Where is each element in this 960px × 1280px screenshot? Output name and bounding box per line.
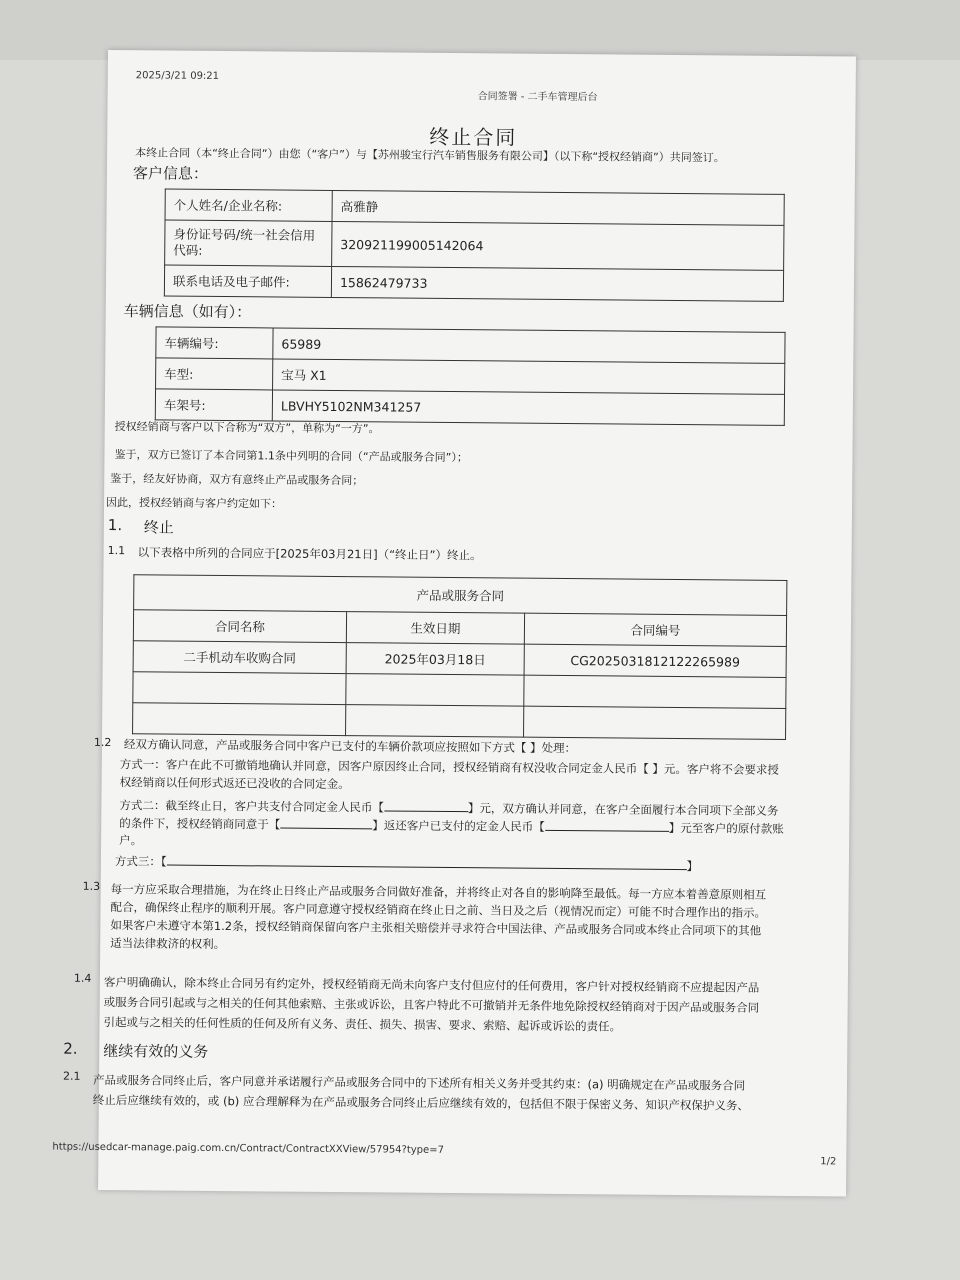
row-label: 个人姓名/企业名称: (165, 189, 332, 221)
clause-1-1-number: 1.1 (107, 544, 126, 558)
method-1-line-1: 方式一：客户在此不可撤销地确认并同意，因客户原因终止合同，授权经销商有权没收合同定金人民币【 】元。客户将不会要求授 (119, 757, 779, 777)
row-label: 车架号: (155, 389, 272, 421)
method-1-line-2: 权经销商以任何形式返还已没收的合同定金。 (119, 775, 350, 792)
table-row (165, 220, 784, 270)
customer-heading: 客户信息： (132, 164, 209, 183)
customer-info-table (164, 189, 785, 302)
method-2-text-a: 方式二：截至终止日，客户共支付合同定金人民币【 (119, 798, 384, 815)
clause-1-4-text (103, 972, 833, 1038)
contract-table (132, 574, 787, 740)
method-2-text-d: 】返还客户已支付的定金人民币【 (372, 818, 545, 834)
clause-line: 每一方应采取合理措施，为在终止日终止产品或服务合同做好准备，并将终止对各自的影响降至最低。每一方应本着善意原则相互 (110, 882, 767, 902)
section-2-number: 2. (63, 1039, 78, 1058)
table-row (164, 265, 783, 301)
empty-cell (346, 674, 524, 707)
parties-paragraph: 授权经销商与客户以下合称为“双方”，单称为“一方”。 (114, 420, 380, 436)
method-3-line (115, 852, 698, 874)
refund-date-blank[interactable] (280, 816, 372, 830)
print-site-title: 合同签署 - 二手车管理后台 (477, 91, 598, 104)
clause-line: 产品或服务合同终止后，客户同意并承诺履行产品或服务合同中的下述所有相关义务并受其约束：(a) 明确规定在产品或服务合同 (92, 1072, 746, 1093)
customer-phone: 15862479733 (331, 266, 783, 301)
clause-1-1-text: 以下表格中所列的合同应于[2025年03月21日]（“终止日”）终止。 (137, 545, 482, 563)
cell-contract-name: 二手机动车收购合同 (133, 641, 346, 674)
empty-cell (524, 675, 786, 708)
cell-effective-date: 2025年03月18日 (346, 643, 524, 676)
cell-contract-number: CG2025031812122265989 (524, 644, 786, 677)
clause-line: 或服务合同引起或与之相关的任何其他索赔、主张或诉讼，且客户特此不可撤销并无条件地免除授权经销商对于因产品或服务合同 (103, 994, 760, 1015)
customer-id-number: 320921199005142064 (332, 221, 784, 270)
method-3-text: 方式三：【 (114, 854, 167, 869)
section-1-title: 终止 (143, 518, 174, 537)
clause-2-1-number: 2.1 (62, 1069, 81, 1083)
empty-cell (133, 703, 346, 736)
section-2-title: 继续有效的义务 (103, 1041, 209, 1061)
empty-cell (346, 705, 524, 738)
print-footer-url: https://usedcar-manage.paig.com.cn/Contract/ContractXXView/57954?type=7 (52, 1141, 445, 1156)
method-2-text-e: 】元至客户的原付款账 (668, 820, 784, 836)
clause-2-1-text (93, 1070, 833, 1116)
header-effective-date: 生效日期 (346, 612, 524, 645)
refund-amount-blank[interactable] (545, 818, 669, 832)
header-contract-number: 合同编号 (524, 613, 786, 646)
clause-line: 客户明确确认，除本终止合同另有约定外，授权经销商无尚未向客户支付但应付的任何费用，客户针对授权经销商不应提起因产品 (103, 974, 760, 995)
row-label: 车辆编号: (156, 327, 273, 359)
print-datetime: 2025/3/21 09:21 (135, 70, 220, 82)
therefore-paragraph: 因此，授权经销商与客户约定如下： (105, 496, 283, 511)
row-label: 联系电话及电子邮件: (164, 265, 331, 297)
vehicle-info-table (155, 326, 786, 425)
method-3-bracket: 】 (686, 859, 699, 874)
print-page-number: 1/2 (820, 1156, 837, 1168)
section-1-number: 1. (107, 516, 123, 535)
clause-line: 如果客户未遵守本第1.2条，授权经销商保留向客户主张相关赔偿并寻求符合中国法律、产品或服务合同或本终止合同项下的其他 (110, 918, 762, 938)
clause-line: 适当法律救济的权利。 (110, 936, 226, 952)
whereas-paragraph-1: 鉴于，双方已签订了本合同第1.1条中列明的合同（“产品或服务合同”）； (114, 448, 468, 465)
vehicle-number: 65989 (273, 328, 785, 363)
row-label: 车型: (156, 358, 273, 390)
vehicle-vin: LBVHY5102NM341257 (272, 390, 784, 425)
empty-cell (133, 672, 346, 705)
clause-1-2-text: 经双方确认同意，产品或服务合同中客户已支付的车辆价款项应按照如下方式【 】处理： (123, 737, 577, 756)
deposit-paid-blank[interactable] (384, 798, 468, 812)
vehicle-heading: 车辆信息（如有）： (123, 302, 252, 322)
row-label: 身份证号码/统一社会信用代码: (165, 220, 332, 266)
whereas-paragraph-2: 鉴于，经友好协商，双方有意终止产品或服务合同； (110, 472, 364, 488)
method-2-text-b: 】元，双方确认并同意，在客户全面履行本合同项下全部义务 (467, 801, 779, 818)
table-row (134, 575, 787, 616)
empty-cell (524, 706, 786, 739)
clause-line: 配合，确保终止程序的顺利开展。客户同意遵守授权经销商在终止日之前、当日及之后（视情况而定）可能不时合理作出的指示。 (110, 900, 767, 920)
clause-1-3-number: 1.3 (82, 879, 101, 893)
intro-paragraph: 本终止合同（本“终止合同”）由您（“客户”）与【苏州骏宝行汽车销售服务有限公司】（以下称“授权经销商”）共同签订。 (135, 146, 725, 165)
method-3-blank[interactable] (167, 853, 687, 871)
document-page (52, 50, 856, 1196)
vehicle-model: 宝马 X1 (273, 359, 785, 394)
document-title: 终止合同 (429, 124, 518, 150)
method-2-line-3: 户。 (119, 833, 143, 848)
clause-1-4-number: 1.4 (73, 971, 92, 985)
clause-1-2-number: 1.2 (93, 735, 112, 750)
header-contract-name: 合同名称 (133, 610, 346, 643)
clause-line: 终止后应继续有效的，或 (b) 应合理解释为在产品或服务合同终止后应继续有效的，包括但不限于保密义务、知识产权保护义务、 (92, 1092, 749, 1113)
clause-1-3-text (110, 880, 831, 958)
clause-line: 引起或与之相关的任何性质的任何及所有义务、责任、损失、损害、要求、索赔、起诉或诉讼的责任。 (103, 1014, 622, 1034)
customer-name: 高雅静 (332, 190, 784, 225)
method-2-text-c: 的条件下，授权经销商同意于【 (119, 816, 281, 832)
table-row (133, 703, 786, 740)
contract-table-caption: 产品或服务合同 (134, 575, 787, 616)
